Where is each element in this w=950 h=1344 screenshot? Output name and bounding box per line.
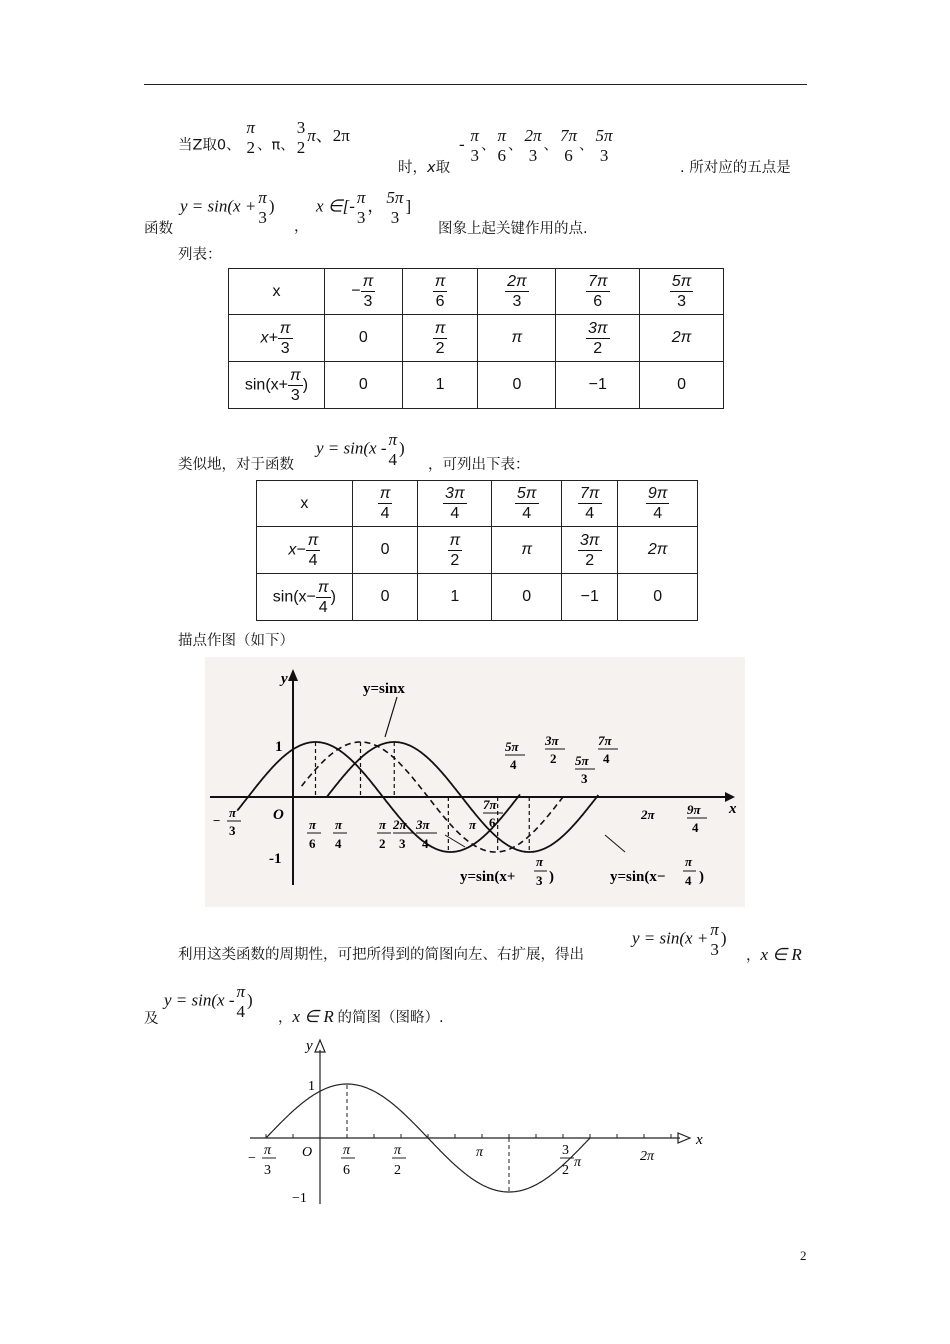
neg-sign: -: [459, 134, 465, 154]
g1-tick-5pi3-den: 3: [581, 771, 588, 786]
t1-x-4: $\frac{5\pi}{3}$: [640, 269, 724, 315]
g1-neg-one: -1: [269, 851, 282, 867]
p4-lead: 类似地，对于函数: [178, 457, 294, 473]
t2-label-arg: x− $\frac{\pi}{4}$: [257, 527, 353, 574]
frac-pi-3: π 3: [470, 126, 479, 165]
g1-tick-5pi3-num: 5π: [575, 753, 589, 768]
t2-sin-0: 0: [352, 574, 418, 621]
sep-c: 、: [543, 137, 559, 154]
p1-tail: . 所对应的五点是: [680, 160, 791, 176]
p2-comma: ，: [294, 219, 309, 235]
svg-text:4: 4: [685, 873, 692, 888]
p6-func-post: ): [720, 928, 727, 948]
t2-x-3: $\frac{7\pi}{4}$: [562, 481, 618, 527]
g2-pi2-num: π: [394, 1143, 402, 1158]
g1-tick-9pi4-num: 9π: [687, 802, 701, 817]
t1-label-arg: x+ $\frac{\pi}{3}$: [229, 315, 325, 362]
frac-2pi-3: 2π 3: [524, 126, 542, 165]
g1-tick-7pi6-num: 7π: [483, 797, 497, 812]
g1-tick-pi6-num: π: [309, 817, 317, 832]
t1-x-0: − $\frac{\pi}{3}$: [324, 269, 402, 315]
sep-b: 、: [507, 137, 523, 154]
g1-tick-pi2-den: 2: [379, 836, 386, 851]
t1-label-sin: sin(x+ $\frac{\pi}{3}$ ): [229, 362, 325, 409]
g2-neg-one: −1: [292, 1191, 307, 1206]
g2-3pi2-num: 3: [562, 1143, 569, 1158]
g1-label-plus: [460, 854, 554, 888]
g1-tick-pi: π: [469, 817, 477, 832]
svg-text:y=sin(x+: y=sin(x+: [460, 869, 516, 885]
t1-sin-1: 1: [402, 362, 478, 409]
p1-lead: 当Z取0、: [178, 137, 241, 154]
g2-pi6-num: π: [343, 1143, 351, 1158]
t1-arg-1: $\frac{\pi}{2}$: [402, 315, 478, 362]
g1-tick-pi6-den: 6: [309, 836, 316, 851]
t1-arg-4: 2π: [640, 315, 724, 362]
svg-text:y=sin(x−: y=sin(x−: [610, 869, 666, 885]
t1-sin-4: 0: [640, 362, 724, 409]
p7-domain: ，x ∈ R 的简图（图略）.: [278, 1007, 444, 1026]
p5-plot-label: 描点作图（如下）: [178, 633, 294, 649]
frac-3-2: 3 2: [296, 118, 306, 157]
g2-one: 1: [308, 1079, 315, 1094]
p2-tail: 图象上起关键作用的点.: [438, 221, 588, 237]
sep-a: 、: [480, 137, 496, 154]
g1-tick-pi4-num: π: [335, 817, 343, 832]
g2-pi: π: [476, 1145, 484, 1160]
p7-func-post: ): [247, 990, 253, 1010]
g2-pi2-den: 2: [394, 1163, 401, 1178]
x-values-list: [459, 126, 615, 166]
dom-frac-a: π 3: [356, 188, 366, 227]
p7-function: [164, 982, 253, 1022]
sep-d: 、: [579, 137, 594, 154]
t2-arg-1: $\frac{\pi}{2}$: [418, 527, 492, 574]
t1-arg-2: π: [478, 315, 556, 362]
g1-tick-7pi6-den: 6: [489, 815, 496, 830]
frac-7pi-6: 7π 6: [560, 126, 578, 165]
g1-tick-pi2-num: π: [379, 817, 387, 832]
g1-tick-neg-pi3-num: π: [229, 805, 237, 820]
p4-func-post: ): [399, 438, 405, 458]
t2-label-x: x: [257, 481, 353, 527]
z-pi: π: [307, 126, 316, 146]
table-key-points-2: [256, 480, 698, 621]
g1-tick-3pi2-num: 3π: [545, 733, 559, 748]
page-number: 2: [800, 1248, 807, 1263]
p4-tail: ，可列出下表：: [428, 457, 530, 473]
z-sep2: 、2π: [315, 126, 350, 146]
p4-func-frac: π 4: [388, 430, 398, 469]
t2-arg-3: $\frac{3\pi}{2}$: [562, 527, 618, 574]
t1-sin-3: −1: [556, 362, 640, 409]
p1-mid: 时，x取: [398, 160, 451, 176]
t1-sin-0: 0: [324, 362, 402, 409]
g1-tick-neg-sign: −: [213, 813, 221, 828]
graph-three-sines: [205, 657, 745, 907]
g1-tick-pi4-den: 4: [335, 836, 342, 851]
p7-func-pre: y = sin(x -: [164, 990, 235, 1010]
g1-tick-5pi4-num: 5π: [505, 739, 519, 754]
p6-lead: 利用这类函数的周期性，可把所得到的简图向左、右扩展，得出: [178, 947, 584, 963]
g1-tick-2pi3-den: 3: [399, 836, 406, 851]
func-frac: π 3: [258, 188, 267, 227]
t1-arg-0: 0: [324, 315, 402, 362]
p6-func-pre: y = sin(x +: [632, 928, 709, 948]
g2-neg-pi3-den: 3: [264, 1163, 271, 1178]
g1-tick-3pi4-den: 4: [422, 836, 429, 851]
g1-tick-neg-pi3-den: 3: [229, 823, 236, 838]
p6-func-frac: π 3: [710, 920, 719, 959]
t2-x-2: $\frac{5\pi}{4}$: [492, 481, 562, 527]
frac-5pi-3: 5π 3: [595, 126, 613, 165]
g1-label-sinx: y=sinx: [363, 681, 405, 697]
g1-y-arrow: [288, 669, 298, 681]
g2-neg-sign: −: [248, 1151, 256, 1166]
table-key-points-1: [228, 268, 724, 409]
svg-text:π: π: [536, 854, 544, 869]
dom-sep: ，: [367, 196, 385, 216]
frac-pi-2: π 2: [246, 118, 255, 157]
t1-sin-2: 0: [478, 362, 556, 409]
svg-text:3: 3: [536, 873, 543, 888]
t2-x-1: $\frac{3\pi}{4}$: [418, 481, 492, 527]
g1-y-label: y: [281, 671, 288, 687]
svg-text:): ): [549, 869, 554, 885]
p7-lead: 及: [144, 1011, 159, 1027]
t2-arg-0: 0: [352, 527, 418, 574]
func-post: ): [268, 196, 275, 216]
p6-function: [632, 920, 727, 960]
p2-function: [180, 188, 275, 228]
g1-tick-7pi4-num: 7π: [598, 733, 612, 748]
g2-3pi2-den: 2: [562, 1163, 569, 1178]
paragraph-z-values: [178, 118, 350, 166]
func-pre: y = sin(x +: [180, 196, 257, 216]
svg-text:π: π: [685, 854, 693, 869]
t1-label-x: x: [229, 269, 325, 315]
p2-lead: 函数: [144, 221, 173, 237]
t1-x-1: $\frac{\pi}{6}$: [402, 269, 478, 315]
t1-x-3: $\frac{7\pi}{6}$: [556, 269, 640, 315]
g2-y-label: y: [306, 1038, 313, 1054]
g2-2pi: 2π: [640, 1149, 655, 1164]
g1-one: 1: [275, 739, 283, 755]
g1-tick-2pi3-num: 2π: [393, 817, 407, 832]
dom-pre: x ∈[-: [316, 196, 355, 216]
g2-3pi2-pi: π: [574, 1155, 582, 1170]
g1-label-minus: [610, 854, 704, 888]
t2-arg-2: π: [492, 527, 562, 574]
t2-label-sin: sin(x− $\frac{\pi}{4}$ ): [257, 574, 353, 621]
header-rule: [144, 84, 807, 85]
z-sep1: 、π、: [256, 137, 295, 154]
svg-text:): ): [699, 869, 704, 885]
p4-function: [316, 430, 405, 470]
t2-arg-4: 2π: [618, 527, 698, 574]
g1-tick-9pi4-den: 4: [692, 820, 699, 835]
p6-domain: ，x ∈ R: [746, 945, 802, 964]
t2-x-0: $\frac{\pi}{4}$: [352, 481, 418, 527]
graph-sin-x-plus-pi3: [240, 1034, 720, 1214]
g1-tick-5pi4-den: 4: [510, 757, 517, 772]
t2-sin-1: 1: [418, 574, 492, 621]
g1-tick-2pi: 2π: [641, 807, 655, 822]
g2-origin: O: [302, 1145, 313, 1160]
g1-tick-3pi2-den: 2: [550, 751, 557, 766]
g1-x-label: x: [729, 801, 737, 817]
t2-sin-2: 0: [492, 574, 562, 621]
g2-neg-pi3-num: π: [264, 1143, 272, 1158]
graph1-svg: [205, 657, 745, 907]
dom-frac-b: 5π 3: [386, 188, 404, 227]
p4-func-pre: y = sin(x -: [316, 438, 387, 458]
t2-x-4: $\frac{9\pi}{4}$: [618, 481, 698, 527]
dom-post: ]: [405, 196, 412, 216]
t1-x-2: $\frac{2\pi}{3}$: [478, 269, 556, 315]
p7-func-frac: π 4: [236, 982, 246, 1021]
g2-pi6-den: 6: [343, 1163, 350, 1178]
g2-x-label: x: [696, 1132, 703, 1148]
p2-domain: [316, 188, 411, 228]
t2-sin-4: 0: [618, 574, 698, 621]
g1-tick-7pi4-den: 4: [603, 751, 610, 766]
p3-list-label: 列表：: [178, 247, 222, 263]
g1-origin: O: [273, 807, 284, 823]
t2-sin-3: −1: [562, 574, 618, 621]
t1-arg-3: $\frac{3\pi}{2}$: [556, 315, 640, 362]
g1-tick-3pi4-num: 3π: [416, 817, 430, 832]
frac-pi-6: π 6: [497, 126, 506, 165]
